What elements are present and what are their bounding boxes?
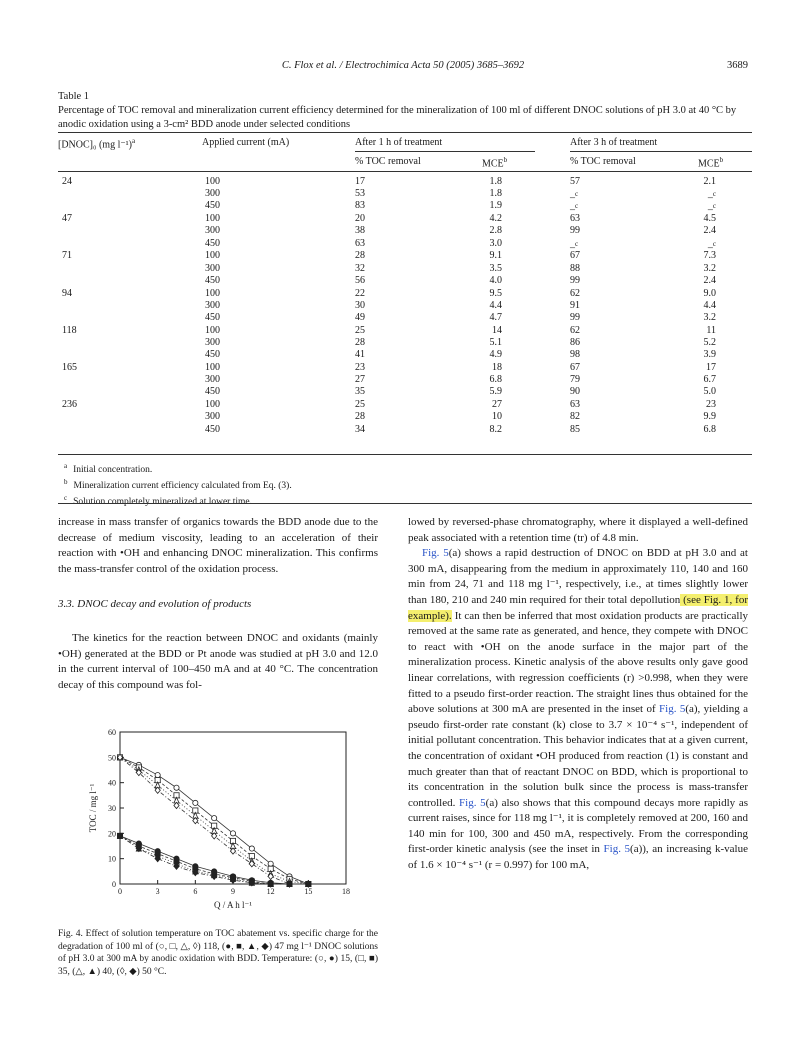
table-rule-bottom xyxy=(58,454,752,455)
table-footnotes xyxy=(58,460,748,508)
table-cell: 2.8 xyxy=(489,225,502,237)
figure-caption: Fig. 4. Effect of solution temperature on TOC abatement vs. specific charge for the degradation of 100 ml of (○, □, △, ◊) 118, (●, ■, ▲, ◆) 47 mg l⁻¹ DNOC solutions of pH 3.0 at 300 mA by anodic oxidation with BDD. Temperature: (○, ●) 15, (□, ■) 35, (△, ▲) 40, (◊, ◆) 50 °C. xyxy=(58,929,378,977)
table-cell: 5.9 xyxy=(489,386,502,398)
table-cell: 35 xyxy=(355,386,365,398)
table-cell: 9.9 xyxy=(703,411,716,423)
plot-frame xyxy=(120,732,346,884)
table-cell: 23 xyxy=(706,399,716,411)
col-header-mce-3h: MCE$^b$ xyxy=(698,156,724,170)
table-cell: 4.7 xyxy=(489,312,502,323)
y-tick-label: 20 xyxy=(108,829,116,839)
col-header-concentration: [DNOC]₀ (mg l⁻¹)$^a$ xyxy=(58,137,136,151)
table-cell: 4.2 xyxy=(489,213,502,225)
table-cell: 3.9 xyxy=(703,349,716,361)
table-cell: 98 xyxy=(570,349,580,361)
table-cell: 100 xyxy=(205,250,220,262)
table-cell: 17 xyxy=(706,362,716,373)
table-cell: 18 xyxy=(492,362,502,373)
table-cell: 28 xyxy=(355,250,365,262)
x-tick-label: 9 xyxy=(231,887,235,896)
table-cell: 90 xyxy=(570,386,580,398)
data-point xyxy=(174,785,179,790)
col-header-current: Applied current (mA) xyxy=(202,137,290,148)
table-cell: 300 xyxy=(205,225,220,237)
table-cell: 450 xyxy=(205,200,220,212)
table-cell: 450 xyxy=(205,237,220,249)
table-cell: 47 xyxy=(62,213,72,225)
table-cell: 5.0 xyxy=(703,386,716,398)
table-cell: 88 xyxy=(570,262,580,274)
figure-4-plot xyxy=(58,722,378,922)
table-cell: –$^c$ xyxy=(570,239,579,253)
table-caption-text: Percentage of TOC removal and mineralization current efficiency determined for the mineralization of 100 ml of different DNOC solutions of pH 3.0 at 40 °C by anodic oxidation using a 3-cm² BDD anode under selected conditions xyxy=(58,105,737,130)
data-point xyxy=(212,816,217,821)
data-point xyxy=(230,831,235,836)
table-rule-3h xyxy=(570,151,752,152)
table-cell: 3.2 xyxy=(703,312,716,323)
table-cell: 300 xyxy=(205,299,220,311)
table-cell: 1.8 xyxy=(489,188,502,200)
table-cell: 28 xyxy=(355,411,365,423)
table-cell: 20 xyxy=(355,213,365,225)
table-cell: 300 xyxy=(205,411,220,423)
footnote: $^a$ Initial concentration. xyxy=(64,462,153,476)
table-cell: 450 xyxy=(205,349,220,361)
table-cell: 100 xyxy=(205,399,220,411)
table-cell: 25 xyxy=(355,399,365,411)
table-cell: 6.8 xyxy=(489,374,502,386)
x-tick-label: 18 xyxy=(342,887,350,896)
table-cell: 63 xyxy=(570,213,580,225)
table-cell: 53 xyxy=(355,188,365,200)
table-cell: 2.4 xyxy=(703,274,716,286)
table-cell: 1.8 xyxy=(489,176,502,187)
table-cell: 56 xyxy=(355,274,365,286)
table-cell: 14 xyxy=(492,324,502,336)
table-cell: 118 xyxy=(62,324,77,336)
table-cell: 300 xyxy=(205,337,220,348)
table-cell: 100 xyxy=(205,213,220,225)
figure-link[interactable]: Fig. 5 xyxy=(659,703,686,716)
table-cell: 38 xyxy=(355,225,365,237)
table-cell: 8.2 xyxy=(489,423,502,435)
table-caption xyxy=(58,90,748,132)
table-cell: 99 xyxy=(570,225,580,237)
table-rule-header xyxy=(58,171,752,172)
figure-link[interactable]: Fig. 5 xyxy=(459,796,486,809)
table-cell: 11 xyxy=(706,324,716,336)
y-tick-label: 30 xyxy=(108,804,116,813)
table-cell: 62 xyxy=(570,287,580,299)
table-cell: 99 xyxy=(570,312,580,323)
paragraph: increase in mass transfer of organics towards the BDD anode due to the decrease of medium viscosity, leading to an acceleration of their reaction with •OH and enhancing DNOC mineralization. This confirms the mass-transfer control of the oxidation process. xyxy=(58,516,378,575)
table-label: Table 1 xyxy=(58,91,90,102)
table-cell: 94 xyxy=(62,287,72,299)
table-cell: 86 xyxy=(570,337,580,348)
table-cell: 6.7 xyxy=(703,374,716,386)
table-cell: 79 xyxy=(570,374,580,386)
table-cell: 62 xyxy=(570,324,580,336)
table-cell: 83 xyxy=(355,200,365,212)
y-tick-label: 40 xyxy=(108,778,116,788)
table-cell: 5.2 xyxy=(703,337,716,348)
table-cell: 99 xyxy=(570,274,580,286)
x-tick-label: 12 xyxy=(266,887,275,896)
table-cell: –$^c$ xyxy=(707,202,716,216)
table-cell: 3.0 xyxy=(489,237,502,249)
table-cell: 10 xyxy=(492,411,502,423)
table-cell: 165 xyxy=(62,362,77,373)
table-cell: 9.5 xyxy=(489,287,502,299)
paragraph: Fig. 5(a) shows a rapid destruction of DNOC on BDD at pH 3.0 and at 300 mA, disappearing from the medium in approximately 110, 140 and 160 min from 24, 71 and 118 mg l⁻¹, respectively, i.e., at times slightly lower than 180, 210 and 240 min required for their total depollution (see Fig. 1, for example). It can then be inferred that most oxidation products are practically removed at the same rate as generated, and hence, they compete with DNOC to react with •OH on the anode surface in the major part of the mineralization process. Kinetic analysis of the above results only gave good linear correlations, with regression coefficients (r) >0.998, when they were fitted to a pseudo first-order reaction. The straight lines thus obtained for the above solutions at 300 mA are presented in the inset of Fig. 5(a), yielding a pseudo first-order rate constant (k) close to 3.7 × 10⁻⁴ s⁻¹, independent of initial pollutant concentration. This behavior indicates that at a given current, the concentration of oxidant •OH produced from reaction (1) is constant and much greater than that of reactant DNOC on BDD, which is proportional to its concentration in the solution bulk since the process is mass-transfer controlled. Fig. 5(a) also shows that this compound decays more rapidly as current raises, since for 118 mg l⁻¹, it is completely removed at 200, 160 and 140 min for 100, 300 and 450 mA, respectively. From the corresponding first-order kinetic analysis (see the inset in Fig. 5(a)), an increasing k-value of 1.6 × 10⁻⁴ s⁻¹ (r = 0.997) for 100 mA, xyxy=(408,547,748,872)
col-header-toc-3h: % TOC removal xyxy=(570,156,636,167)
paragraph: The kinetics for the reaction between DNOC and oxidants (mainly •OH) generated at the BDD or Pt anode was studied at pH 3.0 and 12.0 in the current interval of 100–450 mA and at 40 °C. The concentration decay of this compound was fol- xyxy=(58,631,378,691)
table-cell: 63 xyxy=(570,399,580,411)
table-cell: 100 xyxy=(205,324,220,336)
table-cell: 34 xyxy=(355,423,365,435)
table-cell: 28 xyxy=(355,337,365,348)
data-point xyxy=(155,772,160,777)
table-cell: 67 xyxy=(570,362,580,373)
table-cell: 4.0 xyxy=(489,274,502,286)
table-cell: 300 xyxy=(205,374,220,386)
table-cell: 100 xyxy=(205,362,220,373)
y-tick-label: 50 xyxy=(108,753,116,763)
y-tick-label: 0 xyxy=(112,880,116,889)
table-cell: 4.5 xyxy=(703,213,716,225)
table-divider-rule xyxy=(58,503,752,504)
table-cell: 71 xyxy=(62,250,72,262)
table-cell: 30 xyxy=(355,299,365,311)
table-cell: 3.2 xyxy=(703,262,716,274)
table-cell: 6.8 xyxy=(703,423,716,435)
right-column-text xyxy=(408,515,748,874)
table-cell: 22 xyxy=(355,287,365,299)
table-cell: 67 xyxy=(570,250,580,262)
table-cell: –$^c$ xyxy=(707,190,716,204)
table-cell: 450 xyxy=(205,274,220,286)
table-cell: 1.9 xyxy=(489,200,502,212)
col-header-mce-1h: MCE$^b$ xyxy=(482,156,508,170)
table-cell: 9.1 xyxy=(489,250,502,262)
table-cell: 27 xyxy=(355,374,365,386)
table-cell: –$^c$ xyxy=(707,239,716,253)
table-cell: 300 xyxy=(205,262,220,274)
table-cell: 27 xyxy=(492,399,502,411)
table-cell: 7.3 xyxy=(703,250,716,262)
table-cell: 25 xyxy=(355,324,365,336)
y-tick-label: 60 xyxy=(108,728,116,737)
table-cell: 100 xyxy=(205,287,220,299)
footnote: $^c$ Solution completely mineralized at lower time. xyxy=(64,494,252,508)
left-column-text xyxy=(58,515,378,693)
table-cell: 63 xyxy=(355,237,365,249)
x-tick-label: 6 xyxy=(193,887,198,896)
data-point xyxy=(193,800,198,805)
highlighted-text: (see Fig. 1, for example). xyxy=(408,593,748,622)
figure-link[interactable]: Fig. 5 xyxy=(422,547,449,560)
x-tick-label: 3 xyxy=(155,887,160,896)
table-cell: 57 xyxy=(570,176,580,187)
table-rule-1h xyxy=(355,151,535,152)
y-axis-label: TOC / mg l⁻¹ xyxy=(88,783,98,833)
table-cell: 82 xyxy=(570,411,580,423)
running-header xyxy=(58,60,748,76)
paragraph: lowed by reversed-phase chromatography, where it displayed a well-defined peak associated with a retention time (tr) of 4.8 min. xyxy=(408,516,748,544)
data-point xyxy=(249,846,254,851)
x-axis-label: Q / A h l⁻¹ xyxy=(214,900,252,910)
line-chart xyxy=(58,722,378,922)
table-cell: 3.5 xyxy=(489,262,502,274)
table-cell: 4.9 xyxy=(489,349,502,361)
table-cell: 85 xyxy=(570,423,580,435)
y-tick-label: 10 xyxy=(108,854,116,864)
table-cell: 4.4 xyxy=(489,299,502,311)
col-header-after-1h: After 1 h of treatment xyxy=(355,137,443,148)
table-cell: 24 xyxy=(62,176,72,187)
table-cell: 2.4 xyxy=(703,225,716,237)
table-cell: 9.0 xyxy=(703,287,716,299)
table-cell: 450 xyxy=(205,312,220,323)
col-header-toc-1h: % TOC removal xyxy=(355,156,421,167)
data-point xyxy=(268,861,273,866)
table-cell: 5.1 xyxy=(489,337,502,348)
col-header-after-3h: After 3 h of treatment xyxy=(570,137,658,148)
table-cell: 236 xyxy=(62,399,77,411)
table-cell: 450 xyxy=(205,423,220,435)
journal-citation: C. Flox et al. / Electrochimica Acta 50 (2005) 3685–3692 xyxy=(281,60,525,71)
x-tick-label: 0 xyxy=(118,887,122,896)
table-cell: 23 xyxy=(355,362,365,373)
table-cell: 450 xyxy=(205,386,220,398)
section-heading: 3.3. DNOC decay and evolution of products xyxy=(58,598,252,611)
table-cell: 17 xyxy=(355,176,365,187)
table-cell: 91 xyxy=(570,299,580,311)
table-cell: –$^c$ xyxy=(570,190,579,204)
x-tick-label: 15 xyxy=(304,887,313,896)
footnote: $^b$ Mineralization current efficiency calculated from Eq. (3). xyxy=(64,478,292,492)
table-cell: –$^c$ xyxy=(570,202,579,216)
table-cell: 49 xyxy=(355,312,365,323)
table-cell: 41 xyxy=(355,349,365,361)
table-cell: 2.1 xyxy=(703,176,716,187)
table-cell: 32 xyxy=(355,262,365,274)
table-rule-top xyxy=(58,132,752,133)
table-cell: 100 xyxy=(205,176,220,187)
page-number: 3689 xyxy=(727,60,748,71)
figure-link[interactable]: Fig. 5 xyxy=(603,843,631,856)
table-cell: 4.4 xyxy=(703,299,716,311)
table-cell: 300 xyxy=(205,188,220,200)
